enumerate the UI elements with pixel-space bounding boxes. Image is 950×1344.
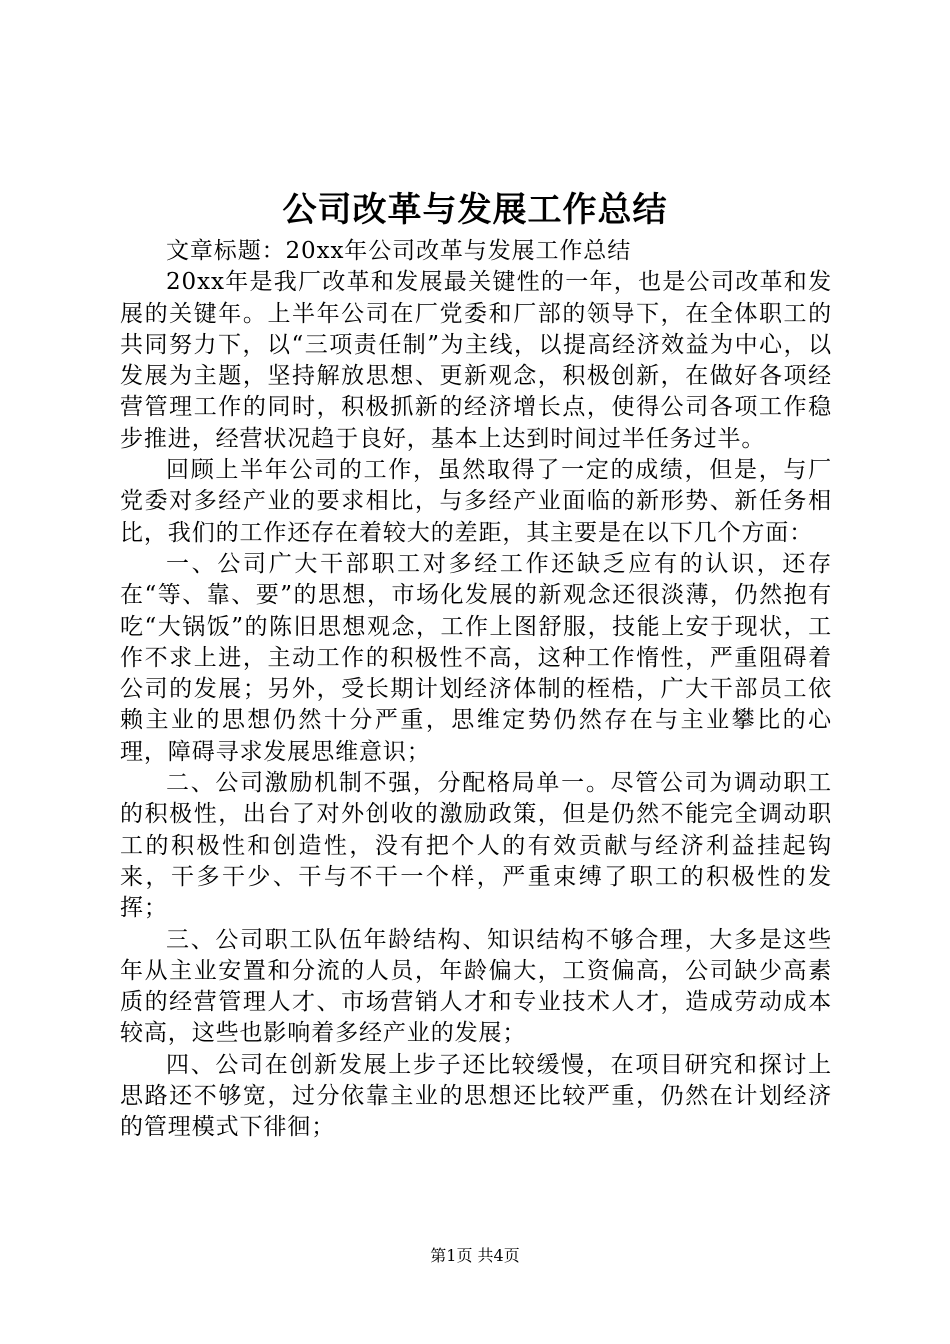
document-body bbox=[120, 236, 832, 1144]
document-title: 公司改革与发展工作总结 bbox=[282, 190, 668, 230]
issue-two-paragraph: 二、公司激励机制不强，分配格局单一。尽管公司为调动职工的积极性，出台了对外创收的激励政策，但是仍然不能完全调动职工的积极性和创造性，没有把个人的有效贡献与经济利益挂起钩来，干多干少、干与不干一个样，严重束缚了职工的积极性的发挥； bbox=[120, 770, 832, 922]
issue-one-paragraph: 一、公司广大干部职工对多经工作还缺乏应有的认识，还存在“等、靠、要”的思想，市场化发展的新观念还很淡薄，仍然抱有吃“大锅饭”的陈旧思想观念，工作上图舒服，技能上安于现状，工作不求上进，主动工作的积极性不高，这种工作惰性，严重阻碍着公司的发展；另外，受长期计划经济体制的桎梏，广大干部员工依赖主业的思想仍然十分严重，思维定势仍然存在与主业攀比的心理，障碍寻求发展思维意识； bbox=[120, 550, 832, 765]
article-heading-paragraph: 文章标题：20xx年公司改革与发展工作总结 bbox=[166, 238, 632, 264]
intro-paragraph: 20xx年是我厂改革和发展最关键性的一年，也是公司改革和发展的关键年。上半年公司在厂党委和厂部的领导下，在全体职工的共同努力下，以“三项责任制”为主线，以提高经济效益为中心，以发展为主题，坚持解放思想、更新观念，积极创新，在做好各项经营管理工作的同时，积极抓新的经济增长点，使得公司各项工作稳步推进，经营状况趋于良好，基本上达到时间过半任务过半。 bbox=[120, 269, 832, 452]
review-paragraph: 回顾上半年公司的工作，虽然取得了一定的成绩，但是，与厂党委对多经产业的要求相比，与多经产业面临的新形势、新任务相比，我们的工作还存在着较大的差距，其主要是在以下几个方面： bbox=[120, 457, 832, 546]
issue-four-paragraph: 四、公司在创新发展上步子还比较缓慢，在项目研究和探讨上思路还不够宽，过分依靠主业的思想还比较严重，仍然在计划经济的管理模式下徘徊； bbox=[120, 1051, 832, 1141]
page-number-footer: 第1页 共4页 bbox=[430, 1246, 520, 1265]
issue-three-paragraph: 三、公司职工队伍年龄结构、知识结构不够合理，大多是这些年从主业安置和分流的人员，年龄偏大，工资偏高，公司缺少高素质的经营管理人才、市场营销人才和专业技术人才，造成劳动成本较高，这些也影响着多经产业的发展； bbox=[120, 926, 832, 1047]
